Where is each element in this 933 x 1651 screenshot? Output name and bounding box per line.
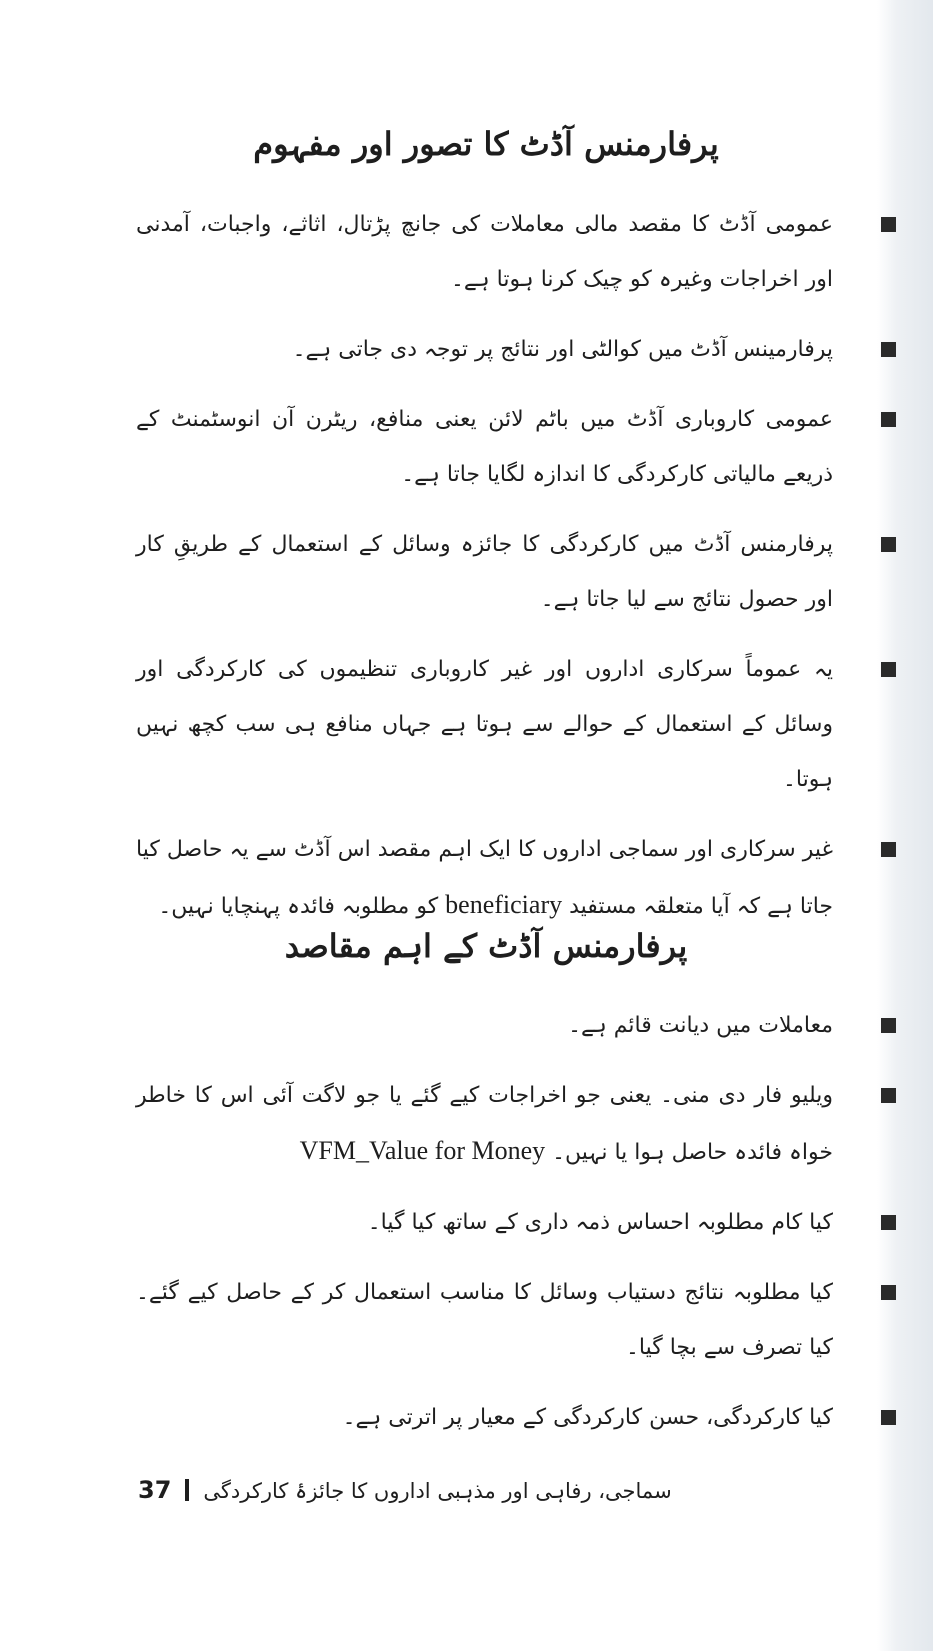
- list-item: [136, 1390, 896, 1445]
- beneficiary-term: beneficiary: [445, 890, 563, 919]
- list-item-text-end: کو مطلوبہ فائدہ پہنچایا نہیں۔: [158, 894, 439, 919]
- page-footer: [138, 1476, 672, 1504]
- square-bullet-icon: [881, 537, 896, 552]
- footer-divider: [185, 1479, 189, 1501]
- square-bullet-icon: [881, 1285, 896, 1300]
- list-item: [136, 322, 896, 377]
- list-item-text: یہ عموماً سرکاری اداروں اور غیر کاروباری تنظیموں کی کارکردگی اور وسائل کے استعمال کے حوالے سے ہوتا ہے جہاں منافع ہی سب کچھ نہیں ہوتا۔: [136, 657, 833, 792]
- list-item-text: غیر سرکاری اور سماجی اداروں کا ایک اہم مقصد اس آڈٹ سے یہ حاصل کیا جاتا ہے کہ آیا متعلقہ مستفید: [136, 837, 833, 919]
- square-bullet-icon: [881, 1018, 896, 1033]
- concept-bullet-list: [136, 197, 896, 949]
- objectives-bullet-list: [136, 998, 896, 1460]
- section-heading-concept: پرفارمنس آڈٹ کا تصور اور مفہوم: [253, 125, 719, 163]
- vfm-term: VFM_Value for Money: [299, 1136, 546, 1165]
- list-item-text: ویلیو فار دی منی۔ یعنی جو اخراجات کیے گئے یا جو لاگت آئی اس کا خاطر خواہ فائدہ حاصل ہوا یا نہیں۔: [136, 1083, 833, 1165]
- list-item-text: عمومی کاروباری آڈٹ میں باٹم لائن یعنی منافع، ریٹرن آن انوسٹمنٹ کے ذریعے مالیاتی کارکردگی کا اندازہ لگایا جاتا ہے۔: [136, 407, 833, 487]
- square-bullet-icon: [881, 412, 896, 427]
- list-item: [136, 822, 896, 934]
- section-heading-objectives: پرفارمنس آڈٹ کے اہم مقاصد: [284, 927, 688, 965]
- square-bullet-icon: [881, 217, 896, 232]
- list-item: [136, 1265, 896, 1375]
- square-bullet-icon: [881, 1088, 896, 1103]
- list-item: [136, 197, 896, 307]
- list-item-text: کیا کام مطلوبہ احساس ذمہ داری کے ساتھ کیا گیا۔: [367, 1210, 833, 1235]
- square-bullet-icon: [881, 1215, 896, 1230]
- square-bullet-icon: [881, 342, 896, 357]
- list-item: [136, 1195, 896, 1250]
- list-item: [136, 1068, 896, 1180]
- list-item-text: کیا مطلوبہ نتائج دستیاب وسائل کا مناسب استعمال کر کے حاصل کیے گئے۔ کیا تصرف سے بچا گیا۔: [136, 1280, 833, 1360]
- square-bullet-icon: [881, 1410, 896, 1425]
- page-number: 37: [138, 1476, 172, 1504]
- list-item: [136, 517, 896, 627]
- list-item: [136, 998, 896, 1053]
- square-bullet-icon: [881, 842, 896, 857]
- list-item-text: کیا کارکردگی، حسن کارکردگی کے معیار پر اترتی ہے۔: [342, 1405, 833, 1430]
- list-item-text: پرفارمنس آڈٹ میں کارکردگی کا جائزہ وسائل کے استعمال کے طریقِ کار اور حصول نتائج سے لیا جاتا ہے۔: [136, 532, 833, 612]
- list-item: [136, 392, 896, 502]
- square-bullet-icon: [881, 662, 896, 677]
- list-item-text: عمومی آڈٹ کا مقصد مالی معاملات کی جانچ پڑتال، اثاثے، واجبات، آمدنی اور اخراجات وغیرہ کو چیک کرنا ہوتا ہے۔: [136, 212, 833, 292]
- list-item-text: معاملات میں دیانت قائم ہے۔: [568, 1013, 833, 1038]
- list-item-text: پرفارمینس آڈٹ میں کوالٹی اور نتائج پر توجہ دی جاتی ہے۔: [292, 337, 833, 362]
- book-page: [136, 0, 896, 1651]
- book-title: سماجی، رفاہی اور مذہبی اداروں کا جائزۂ کارکردگی: [203, 1479, 672, 1503]
- list-item: [136, 642, 896, 807]
